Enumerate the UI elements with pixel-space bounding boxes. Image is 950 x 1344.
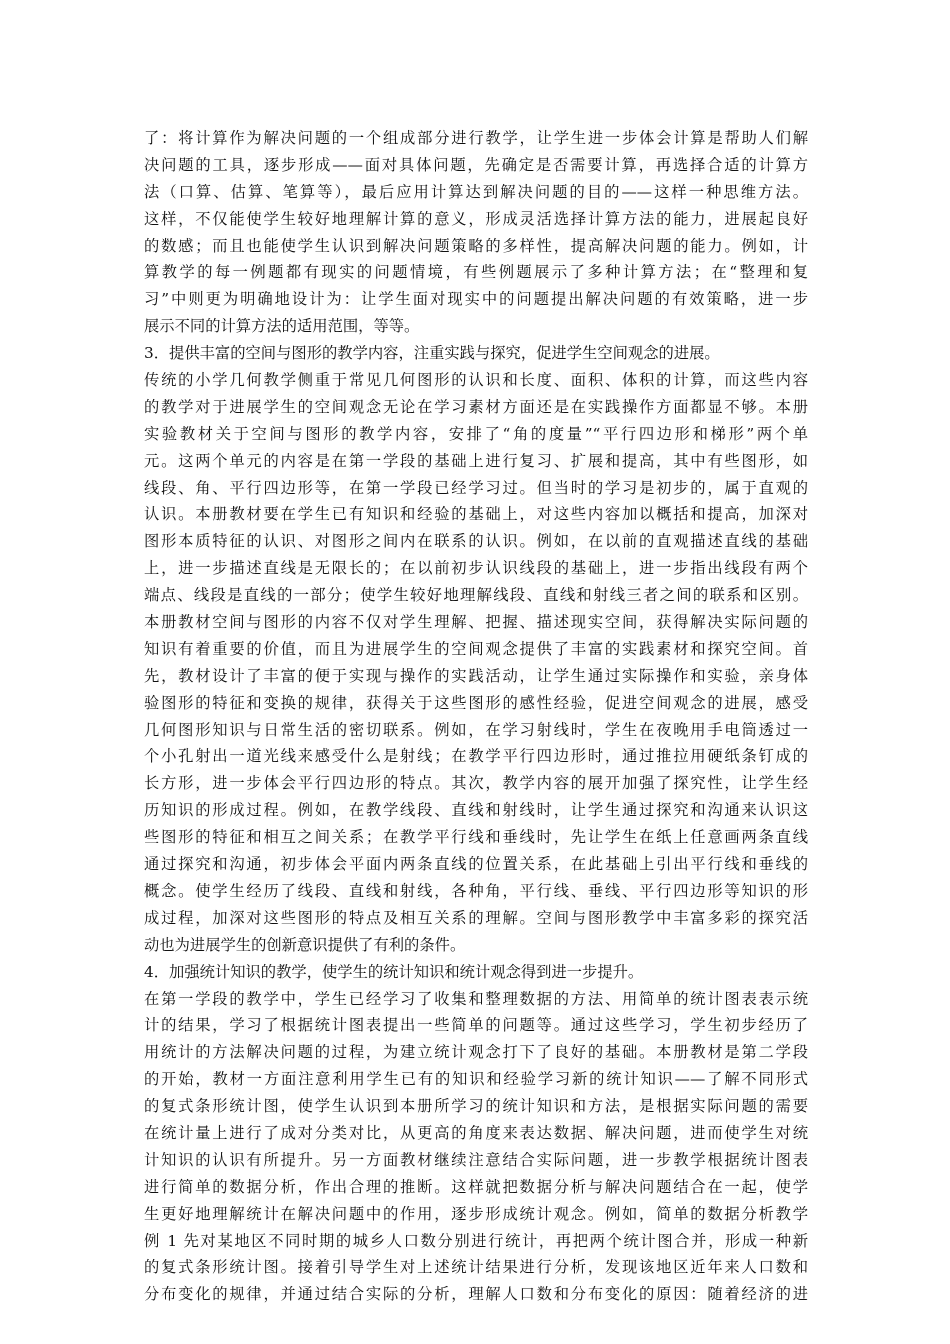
text-line: 计知识的认识有所提升。另一方面教材继续注意结合实际问题，进一步教学根据统计图表 — [144, 1150, 808, 1169]
text-line: 历知识的形成过程。例如，在教学线段、直线和射线时，让学生通过探究和沟通来认识这 — [144, 801, 808, 820]
text-line: 决问题的工具，逐步形成——面对具体问题，先确定是否需要计算，再选择合适的计算方 — [144, 155, 808, 174]
text-line: 元。这两个单元的内容是在第一学段的基础上进行复习、扩展和提高，其中有些图形，如 — [144, 451, 808, 470]
text-line: 动也为进展学生的创新意识提供了有利的条件。 — [144, 935, 466, 954]
text-line: 成过程，加深对这些图形的特点及相互关系的理解。空间与图形教学中丰富多彩的探究活 — [144, 908, 808, 927]
text-line: 长方形，进一步体会平行四边形的特点。其次，教学内容的展开加强了探究性，让学生经 — [144, 774, 808, 793]
text-line: 认识。本册教材要在学生已有知识和经验的基础上，对这些内容加以概括和提高，加深对 — [144, 505, 808, 524]
text-line: 的开始，教材一方面注意利用学生已有的知识和经验学习新的统计知识——了解不同形式 — [144, 1070, 808, 1089]
text-line: 习”中则更为明确地设计为：让学生面对现实中的问题提出解决问题的有效策略，进一步 — [144, 290, 808, 309]
text-line: 通过探究和沟通，初步体会平面内两条直线的位置关系，在此基础上引出平行线和垂线的 — [144, 855, 808, 874]
text-line: 算教学的每一例题都有现实的问题情境，有些例题展示了多种计算方法；在“整理和复 — [144, 263, 808, 282]
text-line: 的数感；而且也能使学生认识到解决问题策略的多样性，提高解决问题的能力。例如，计 — [144, 236, 808, 255]
text-line: 这样，不仅能使学生较好地理解计算的意义，形成灵活选择计算方法的能力，进展起良好 — [144, 209, 808, 228]
text-line: 展示不同的计算方法的适用范围，等等。 — [144, 317, 420, 336]
document-page — [144, 125, 808, 1308]
text-line: 端点、线段是直线的一部分；使学生较好地理解线段、直线和射线三者之间的联系和区别。 — [144, 586, 808, 605]
text-line: 线段、角、平行四边形等，在第一学段已经学习过。但当时的学习是初步的，属于直观的 — [144, 478, 808, 497]
text-line: 在第一学段的教学中，学生已经学习了收集和整理数据的方法、用简单的统计图表表示统 — [144, 989, 808, 1008]
text-line: 的复式条形统计图。接着引导学生对上述统计结果进行分析，发现该地区近年来人口数和 — [144, 1258, 808, 1277]
text-line: 验图形的特征和变换的规律，获得关于这些图形的感性经验，促进空间观念的进展，感受 — [144, 693, 808, 712]
text-line: 用统计的方法解决问题的过程，为建立统计观念打下了良好的基础。本册教材是第二学段 — [144, 1043, 808, 1062]
text-line: 上，进一步描述直线是无限长的；在以前初步认识线段的基础上，进一步指出线段有两个 — [144, 559, 808, 578]
text-line: 3．提供丰富的空间与图形的教学内容，注重实践与探究，促进学生空间观念的进展。 — [144, 344, 720, 363]
text-line: 例 1 先对某地区不同时期的城乡人口数分别进行统计，再把两个统计图合并，形成一种新 — [144, 1231, 808, 1250]
text-line: 本册教材空间与图形的内容不仅对学生理解、把握、描述现实空间，获得解决实际问题的 — [144, 613, 808, 632]
text-line: 些图形的特征和相互之间关系；在教学平行线和垂线时，先让学生在纸上任意画两条直线 — [144, 828, 808, 847]
text-line: 分布变化的规律，并通过结合实际的分析，理解人口数和分布变化的原因：随着经济的进 — [144, 1285, 808, 1304]
text-line: 进行简单的数据分析，作出合理的推断。这样就把数据分析与解决问题结合在一起，使学 — [144, 1177, 808, 1196]
text-line: 计的结果，学习了根据统计图表提出一些简单的问题等。通过这些学习，学生初步经历了 — [144, 1016, 808, 1035]
text-line: 实验教材关于空间与图形的教学内容，安排了“角的度量”“平行四边形和梯形”两个单 — [144, 424, 808, 443]
text-line: 的复式条形统计图，使学生认识到本册所学习的统计知识和方法，是根据实际问题的需要 — [144, 1097, 808, 1116]
text-line: 在统计量上进行了成对分类对比，从更高的角度来表达数据、解决问题，进而使学生对统 — [144, 1123, 808, 1142]
text-line: 法（口算、估算、笔算等），最后应用计算达到解决问题的目的——这样一种思维方法。 — [144, 182, 808, 201]
text-line: 几何图形知识与日常生活的密切联系。例如，在学习射线时，学生在夜晚用手电筒透过一 — [144, 720, 808, 739]
text-line: 了：将计算作为解决问题的一个组成部分进行教学，让学生进一步体会计算是帮助人们解 — [144, 129, 808, 147]
text-line: 生更好地理解统计在解决问题中的作用，逐步形成统计观念。例如，简单的数据分析教学 — [144, 1204, 808, 1223]
text-line: 的教学对于进展学生的空间观念无论在学习素材方面还是在实践操作方面都显不够。本册 — [144, 397, 808, 416]
text-line: 图形本质特征的认识、对图形之间内在联系的认识。例如，在以前的直观描述直线的基础 — [144, 532, 808, 551]
text-line: 先，教材设计了丰富的便于实现与操作的实践活动，让学生通过实际操作和实验，亲身体 — [144, 666, 808, 685]
text-line: 知识有着重要的价值，而且为进展学生的空间观念提供了丰富的实践素材和探究空间。首 — [144, 639, 808, 658]
text-line: 传统的小学几何教学侧重于常见几何图形的认识和长度、面积、体积的计算，而这些内容 — [144, 371, 808, 390]
text-line: 4．加强统计知识的教学，使学生的统计知识和统计观念得到进一步提升。 — [144, 962, 644, 981]
text-line: 概念。使学生经历了线段、直线和射线，各种角，平行线、垂线、平行四边形等知识的形 — [144, 881, 808, 900]
text-line: 个小孔射出一道光线来感受什么是射线；在教学平行四边形时，通过推拉用硬纸条钉成的 — [144, 747, 808, 766]
